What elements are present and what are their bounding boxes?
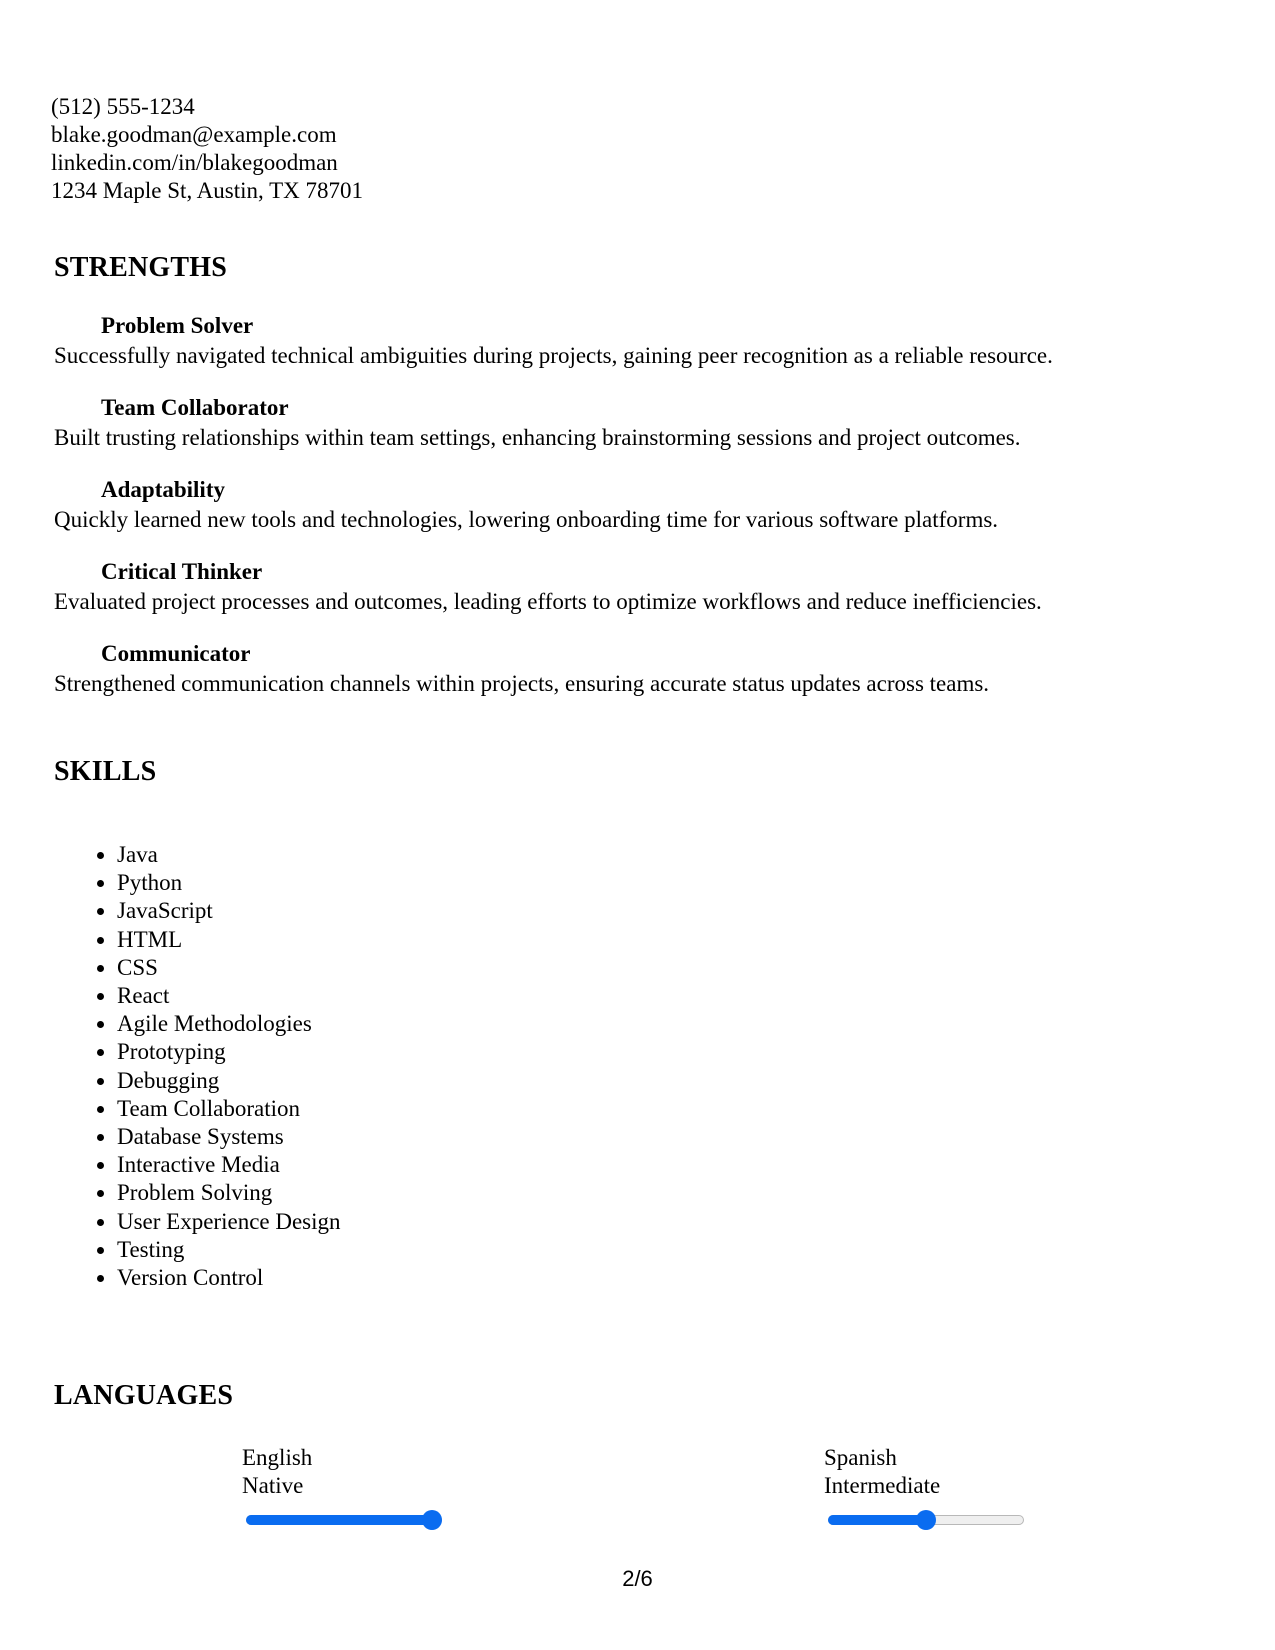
skill-item: • CSS [117, 954, 341, 982]
proficiency-slider[interactable] [828, 1510, 1024, 1530]
contact-linkedin: linkedin.com/in/blakegoodman [51, 150, 338, 175]
skill-item: • Testing [117, 1236, 341, 1264]
strength-name: Adaptability [101, 477, 225, 502]
strength-description: Built trusting relationships within team settings, enhancing brainstorming sessions and project outcomes. [54, 425, 1021, 450]
contact-email: blake.goodman@example.com [51, 122, 337, 147]
skill-item: • React [117, 982, 341, 1010]
strength-description: Quickly learned new tools and technologies, lowering onboarding time for various software platforms. [54, 507, 999, 532]
languages-heading: LANGUAGES [54, 1380, 234, 1411]
skills-heading: SKILLS [54, 756, 157, 787]
strength-item [54, 393, 1234, 475]
skill-item: • JavaScript [117, 897, 341, 925]
contact-address: 1234 Maple St, Austin, TX 78701 [51, 178, 364, 203]
skill-item: • Problem Solving [117, 1179, 341, 1207]
strengths-heading: STRENGTHS [54, 252, 227, 283]
skill-item: • Debugging [117, 1067, 341, 1095]
strength-description: Successfully navigated technical ambiguities during projects, gaining peer recognition as a reliable resource. [54, 343, 1053, 368]
strength-name: Communicator [101, 641, 251, 666]
slider-thumb[interactable] [422, 1510, 442, 1530]
language-name: English [242, 1445, 313, 1470]
skill-item: • Version Control [117, 1264, 341, 1292]
skills-list [62, 841, 341, 1292]
contact-info [51, 93, 363, 205]
strengths-list [54, 311, 1234, 721]
strength-item [54, 639, 1234, 721]
contact-phone: (512) 555-1234 [51, 94, 195, 119]
skill-item: • User Experience Design [117, 1208, 341, 1236]
strength-item [54, 475, 1234, 557]
strength-name: Critical Thinker [101, 559, 263, 584]
strength-item [54, 557, 1234, 639]
slider-thumb[interactable] [916, 1510, 936, 1530]
strength-item [54, 311, 1234, 393]
slider-fill [828, 1515, 926, 1525]
slider-fill [246, 1515, 432, 1525]
skill-item: • Team Collaboration [117, 1095, 341, 1123]
language-level: Intermediate [824, 1473, 941, 1498]
strength-name: Problem Solver [101, 313, 254, 338]
strength-description: Strengthened communication channels within projects, ensuring accurate status updates across teams. [54, 671, 990, 696]
proficiency-slider[interactable] [246, 1510, 442, 1530]
language-spanish [824, 1444, 1034, 1530]
strength-description: Evaluated project processes and outcomes, leading efforts to optimize workflows and reduce inefficiencies. [54, 589, 1042, 614]
skill-item: • Java [117, 841, 341, 869]
skill-item: • Python [117, 869, 341, 897]
skill-item: • HTML [117, 926, 341, 954]
skill-item: • Prototyping [117, 1038, 341, 1066]
language-english [242, 1444, 452, 1530]
page-number: 2/6 [622, 1566, 653, 1591]
skill-item: • Database Systems [117, 1123, 341, 1151]
skill-item: • Interactive Media [117, 1151, 341, 1179]
skill-item: • Agile Methodologies [117, 1010, 341, 1038]
strength-name: Team Collaborator [101, 395, 289, 420]
language-name: Spanish [824, 1445, 897, 1470]
language-level: Native [242, 1473, 304, 1498]
